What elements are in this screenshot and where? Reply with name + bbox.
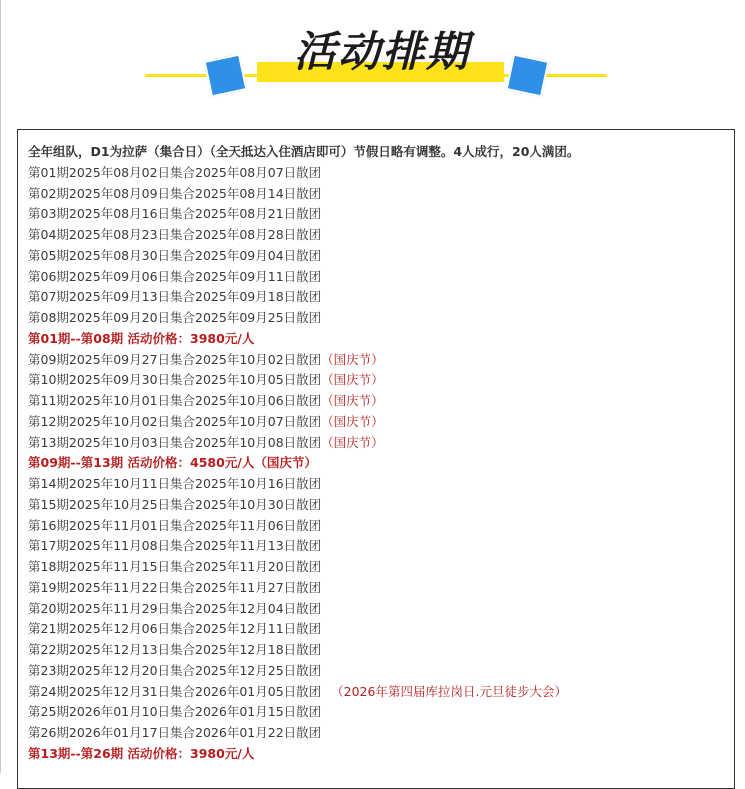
schedule-row-text: 第08期2025年09月20日集合2025年09月25日散团 xyxy=(28,310,322,325)
schedule-row xyxy=(28,204,728,225)
schedule-row xyxy=(28,287,728,308)
price-summary-text: 第01期--第08期 活动价格：3980元/人 xyxy=(28,330,255,346)
schedule-row-text: 第21期2025年12月06日集合2025年12月11日散团 xyxy=(28,621,322,637)
page-title: 活动排期 xyxy=(293,27,470,76)
schedule-row xyxy=(28,412,728,433)
schedule-row-text: 第05期2025年08月30日集合2025年09月04日散团 xyxy=(28,247,322,263)
holiday-note: （国庆节） xyxy=(321,413,384,429)
schedule-row-text: 第07期2025年09月13日集合2025年09月18日散团 xyxy=(28,289,322,305)
schedule-row xyxy=(28,619,728,640)
schedule-row-text: 第10期2025年09月30日集合2025年10月05日散团 xyxy=(28,372,322,388)
schedule-row xyxy=(28,536,728,557)
schedule-row-text: 第23期2025年12月20日集合2025年12月25日散团 xyxy=(28,662,322,678)
schedule-row-text: 第12期2025年10月02日集合2025年10月07日散团 xyxy=(28,413,322,429)
schedule-row xyxy=(28,640,728,661)
schedule-row xyxy=(28,516,728,537)
schedule-row xyxy=(28,495,728,516)
schedule-row-text: 第20期2025年11月29日集合2025年12月04日散团 xyxy=(28,600,322,616)
holiday-note: （2026年第四届库拉岗日.元旦徒步大会） xyxy=(331,683,567,699)
schedule-row xyxy=(28,557,728,578)
schedule-list xyxy=(28,142,728,765)
schedule-row xyxy=(28,184,728,205)
holiday-note: （国庆节） xyxy=(321,351,384,367)
price-summary-text: 第09期--第13期 活动价格：4580元/人（国庆节） xyxy=(28,455,317,471)
schedule-row xyxy=(28,702,728,723)
schedule-row-text: 第09期2025年09月27日集合2025年10月02日散团 xyxy=(28,351,322,367)
schedule-row xyxy=(28,661,728,682)
schedule-row xyxy=(28,474,728,495)
schedule-row-text: 第11期2025年10月01日集合2025年10月06日散团 xyxy=(28,393,322,408)
schedule-row-text: 第18期2025年11月15日集合2025年11月20日散团 xyxy=(28,559,322,574)
schedule-row-text: 第19期2025年11月22日集合2025年11月27日散团 xyxy=(28,579,322,595)
price-summary-row xyxy=(28,744,728,765)
header-banner xyxy=(0,0,745,120)
schedule-row-text: 第25期2026年01月10日集合2026年01月15日散团 xyxy=(28,704,322,720)
schedule-row-text: 第17期2025年11月08日集合2025年11月13日散团 xyxy=(28,538,322,554)
schedule-row xyxy=(28,391,728,412)
schedule-row xyxy=(28,370,728,391)
schedule-row-text: 第16期2025年11月01日集合2025年11月06日散团 xyxy=(28,517,322,533)
schedule-row xyxy=(28,225,728,246)
schedule-row xyxy=(28,433,728,454)
schedule-row-text: 第13期2025年10月03日集合2025年10月08日散团 xyxy=(28,434,322,450)
holiday-note: （国庆节） xyxy=(321,393,384,408)
schedule-row xyxy=(28,723,728,744)
schedule-row-text: 第15期2025年10月25日集合2025年10月30日散团 xyxy=(28,496,322,512)
schedule-row-text: 第24期2025年12月31日集合2026年01月05日散团 xyxy=(28,683,322,699)
price-summary-text: 第13期--第26期 活动价格：3980元/人 xyxy=(28,745,255,761)
schedule-box xyxy=(17,129,735,789)
banner-square-right xyxy=(506,54,550,98)
schedule-row-text: 第04期2025年08月23日集合2025年08月28日散团 xyxy=(28,227,322,242)
schedule-row-text: 第22期2025年12月13日集合2025年12月18日散团 xyxy=(28,642,322,657)
holiday-note: （国庆节） xyxy=(321,434,384,450)
schedule-row xyxy=(28,682,728,703)
schedule-row-text: 第06期2025年09月06日集合2025年09月11日散团 xyxy=(28,268,322,284)
schedule-row-text: 第14期2025年10月11日集合2025年10月16日散团 xyxy=(28,476,322,491)
schedule-row-text: 第26期2026年01月17日集合2026年01月22日散团 xyxy=(28,725,322,740)
price-summary-row xyxy=(28,453,728,474)
schedule-row xyxy=(28,163,728,184)
schedule-row-text: 第01期2025年08月02日集合2025年08月07日散团 xyxy=(28,164,322,180)
schedule-row xyxy=(28,267,728,288)
schedule-row xyxy=(28,350,728,371)
schedule-row xyxy=(28,578,728,599)
schedule-row-text: 第02期2025年08月09日集合2025年08月14日散团 xyxy=(28,185,322,201)
holiday-note: （国庆节） xyxy=(321,372,384,388)
schedule-row-text: 第03期2025年08月16日集合2025年08月21日散团 xyxy=(28,206,322,222)
schedule-row xyxy=(28,246,728,267)
schedule-intro: 全年组队，D1为拉萨（集合日）（全天抵达入住酒店即可）节假日略有调整。4人成行，20人满团。 xyxy=(28,144,580,159)
schedule-row xyxy=(28,599,728,620)
banner-square-left xyxy=(204,54,248,98)
schedule-row xyxy=(28,308,728,329)
price-summary-row xyxy=(28,329,728,350)
